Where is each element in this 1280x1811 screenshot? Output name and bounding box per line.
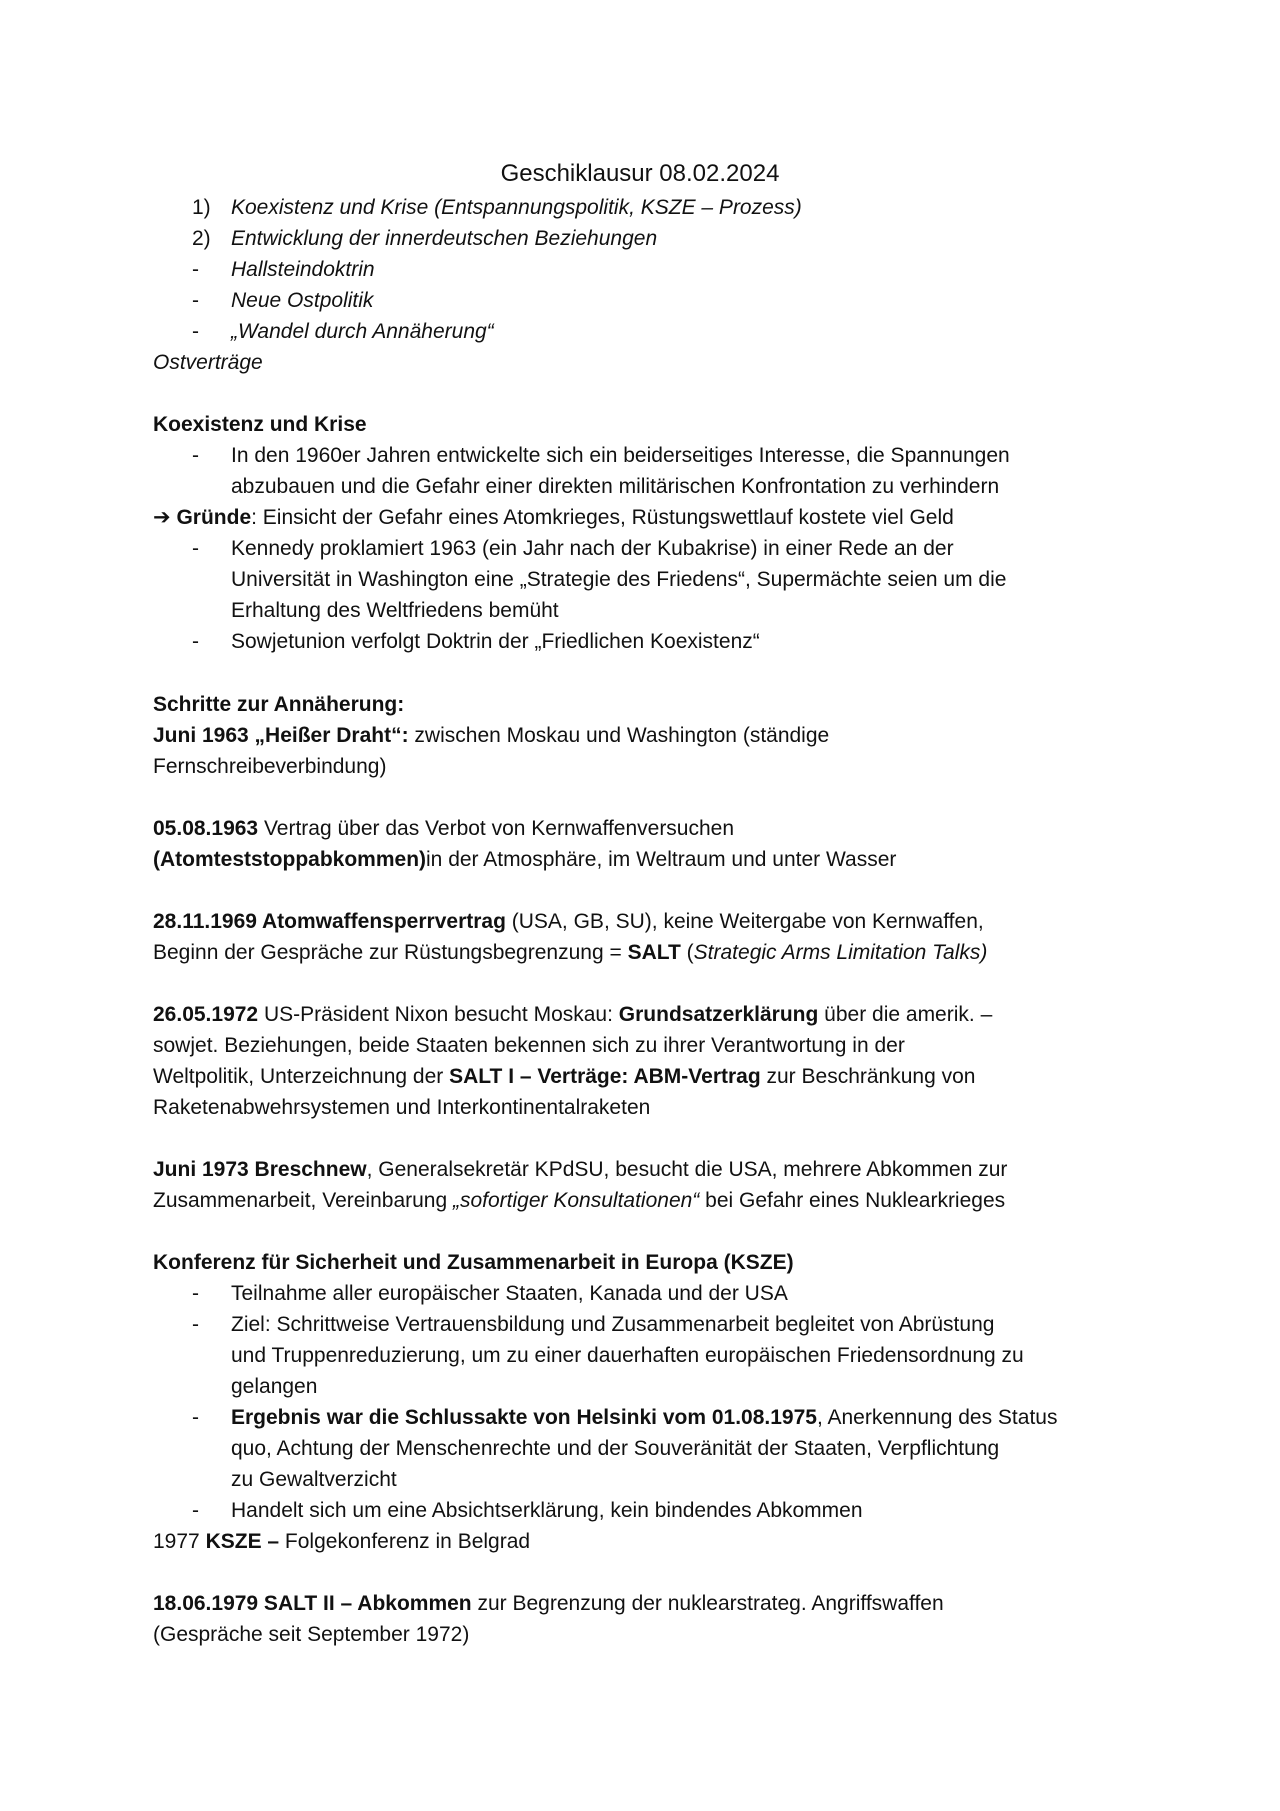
event-breschnew: [153, 1154, 1007, 1185]
event-date: 05.08.1963: [153, 817, 259, 840]
event-text: , Generalsekretär KPdSU, besucht die USA, mehrere Abkommen zur: [366, 1158, 1008, 1181]
event-date: 28.11.1969: [153, 910, 257, 933]
gruende-text: : Einsicht der Gefahr eines Atomkrieges, Rüstungswettlauf kostete viel Geld: [251, 506, 954, 529]
bullet-text: quo, Achtung der Menschenrechte und der Souveränität der Staaten, Verpflichtung: [231, 1437, 1000, 1460]
event-sperrvertrag: [153, 906, 984, 937]
bullet-text: Handelt sich um eine Absichtserklärung, kein bindendes Abkommen: [231, 1499, 863, 1522]
bullet-text: und Truppenreduzierung, um zu einer dauerhaften europäischen Friedensordnung zu: [231, 1344, 1024, 1367]
event-bold: Grundsatzerklärung: [618, 1003, 819, 1026]
overview-item: Koexistenz und Krise (Entspannungspolitik, KSZE – Prozess): [231, 196, 802, 219]
arrow-right-icon: ➔: [153, 506, 171, 529]
event-label: Juni 1963 „Heißer Draht“:: [153, 724, 409, 747]
event-bold: SALT: [627, 941, 681, 964]
event-text: sowjet. Beziehungen, beide Staaten bekennen sich zu ihrer Verantwortung in der: [153, 1034, 905, 1057]
event-date: 26.05.1972: [153, 1003, 259, 1026]
event-bold: Atomwaffensperrvertrag: [256, 910, 506, 933]
event-bold: SALT I – Verträge: ABM-Vertrag: [449, 1065, 761, 1088]
overview-followup: Ostverträge: [153, 351, 263, 374]
event-text: Weltpolitik, Unterzeichnung der: [153, 1065, 450, 1088]
bullet-text: Kennedy proklamiert 1963 (ein Jahr nach der Kubakrise) in einer Rede an der: [231, 537, 954, 560]
event-bold: Juni 1973 Breschnew: [153, 1158, 367, 1181]
event-line: [153, 937, 987, 968]
event-text: (Gespräche seit September 1972): [153, 1623, 470, 1646]
event-text: Folgekonferenz in Belgrad: [279, 1530, 531, 1553]
event-text: Raketenabwehrsystemen und Interkontinentalraketen: [153, 1096, 651, 1119]
bullet-dash: -: [192, 1499, 199, 1522]
event-heisser-draht: [153, 720, 829, 751]
event-text: zur Beschränkung von: [760, 1065, 976, 1088]
event-salt-2: [153, 1588, 944, 1619]
bullet-text: Sowjetunion verfolgt Doktrin der „Friedlichen Koexistenz“: [231, 630, 760, 653]
event-bold: KSZE –: [205, 1530, 280, 1553]
event-text: (: [680, 941, 694, 964]
bullet-text: , Anerkennung des Status: [816, 1406, 1058, 1429]
bullet-text: abzubauen und die Gefahr einer direkten militärischen Konfrontation zu verhindern: [231, 475, 1000, 498]
section-heading-koexistenz: Koexistenz und Krise: [153, 413, 367, 436]
bullet-bold: Ergebnis war die Schlussakte von Helsinki vom 01.08.1975: [231, 1406, 817, 1429]
event-text: (USA, GB, SU), keine Weitergabe von Kernwaffen,: [505, 910, 984, 933]
bullet-text: Ziel: Schrittweise Vertrauensbildung und Zusammenarbeit begleitet von Abrüstung: [231, 1313, 995, 1336]
bullet-dash: -: [192, 320, 199, 343]
event-text: Zusammenarbeit, Vereinbarung: [153, 1189, 453, 1212]
event-line: [153, 1061, 975, 1092]
event-line: [153, 1185, 1005, 1216]
bullet-text: Erhaltung des Weltfriedens bemüht: [231, 599, 559, 622]
overview-subitem: „Wandel durch Annäherung“: [231, 320, 494, 343]
bullet-dash: -: [192, 444, 199, 467]
bullet-dash: -: [192, 1406, 199, 1429]
bullet-dash: -: [192, 289, 199, 312]
bullet-text: zu Gewaltverzicht: [231, 1468, 397, 1491]
event-text: Vertrag über das Verbot von Kernwaffenversuchen: [258, 817, 735, 840]
section-heading-ksze: Konferenz für Sicherheit und Zusammenarbeit in Europa (KSZE): [153, 1251, 794, 1274]
event-text: zwischen Moskau und Washington (ständige: [408, 724, 830, 747]
bullet-dash: -: [192, 630, 199, 653]
ksze-followup: [153, 1526, 530, 1557]
bullet-text: Universität in Washington eine „Strategie des Friedens“, Supermächte seien um die: [231, 568, 1007, 591]
list-number: 1): [192, 196, 211, 219]
event-text: Fernschreibeverbindung): [153, 755, 387, 778]
bullet-helsinki: [231, 1402, 1057, 1433]
bullet-dash: -: [192, 537, 199, 560]
event-italic: Strategic Arms Limitation Talks): [693, 941, 988, 964]
overview-item: Entwicklung der innerdeutschen Beziehungen: [231, 227, 658, 250]
gruende-line: [153, 502, 954, 533]
event-line: [153, 844, 896, 875]
event-text: in der Atmosphäre, im Weltraum und unter Wasser: [426, 848, 897, 871]
event-bold: (Atomteststoppabkommen): [153, 848, 427, 871]
overview-subitem: Hallsteindoktrin: [231, 258, 375, 281]
event-nixon: [153, 999, 992, 1030]
event-text: 1977: [153, 1530, 206, 1553]
event-text: US-Präsident Nixon besucht Moskau:: [258, 1003, 619, 1026]
event-text: über die amerik. –: [818, 1003, 993, 1026]
page-title: Geschiklausur 08.02.2024: [500, 160, 780, 187]
overview-subitem: Neue Ostpolitik: [231, 289, 374, 312]
bullet-text: gelangen: [231, 1375, 318, 1398]
list-number: 2): [192, 227, 211, 250]
bullet-text: In den 1960er Jahren entwickelte sich ein beiderseitiges Interesse, die Spannungen: [231, 444, 1010, 467]
bullet-dash: -: [192, 1313, 199, 1336]
bullet-dash: -: [192, 1282, 199, 1305]
event-atomteststopp: [153, 813, 734, 844]
event-text: zur Begrenzung der nuklearstrateg. Angriffswaffen: [471, 1592, 944, 1615]
section-heading-schritte: Schritte zur Annäherung:: [153, 693, 405, 716]
event-bold: 18.06.1979 SALT II – Abkommen: [153, 1592, 472, 1615]
bullet-text: Teilnahme aller europäischer Staaten, Kanada und der USA: [231, 1282, 788, 1305]
event-text: bei Gefahr eines Nuklearkrieges: [699, 1189, 1006, 1212]
event-text: Beginn der Gespräche zur Rüstungsbegrenzung =: [153, 941, 628, 964]
gruende-label: Gründe: [176, 506, 252, 529]
event-italic: „sofortiger Konsultationen“: [453, 1189, 700, 1212]
bullet-dash: -: [192, 258, 199, 281]
